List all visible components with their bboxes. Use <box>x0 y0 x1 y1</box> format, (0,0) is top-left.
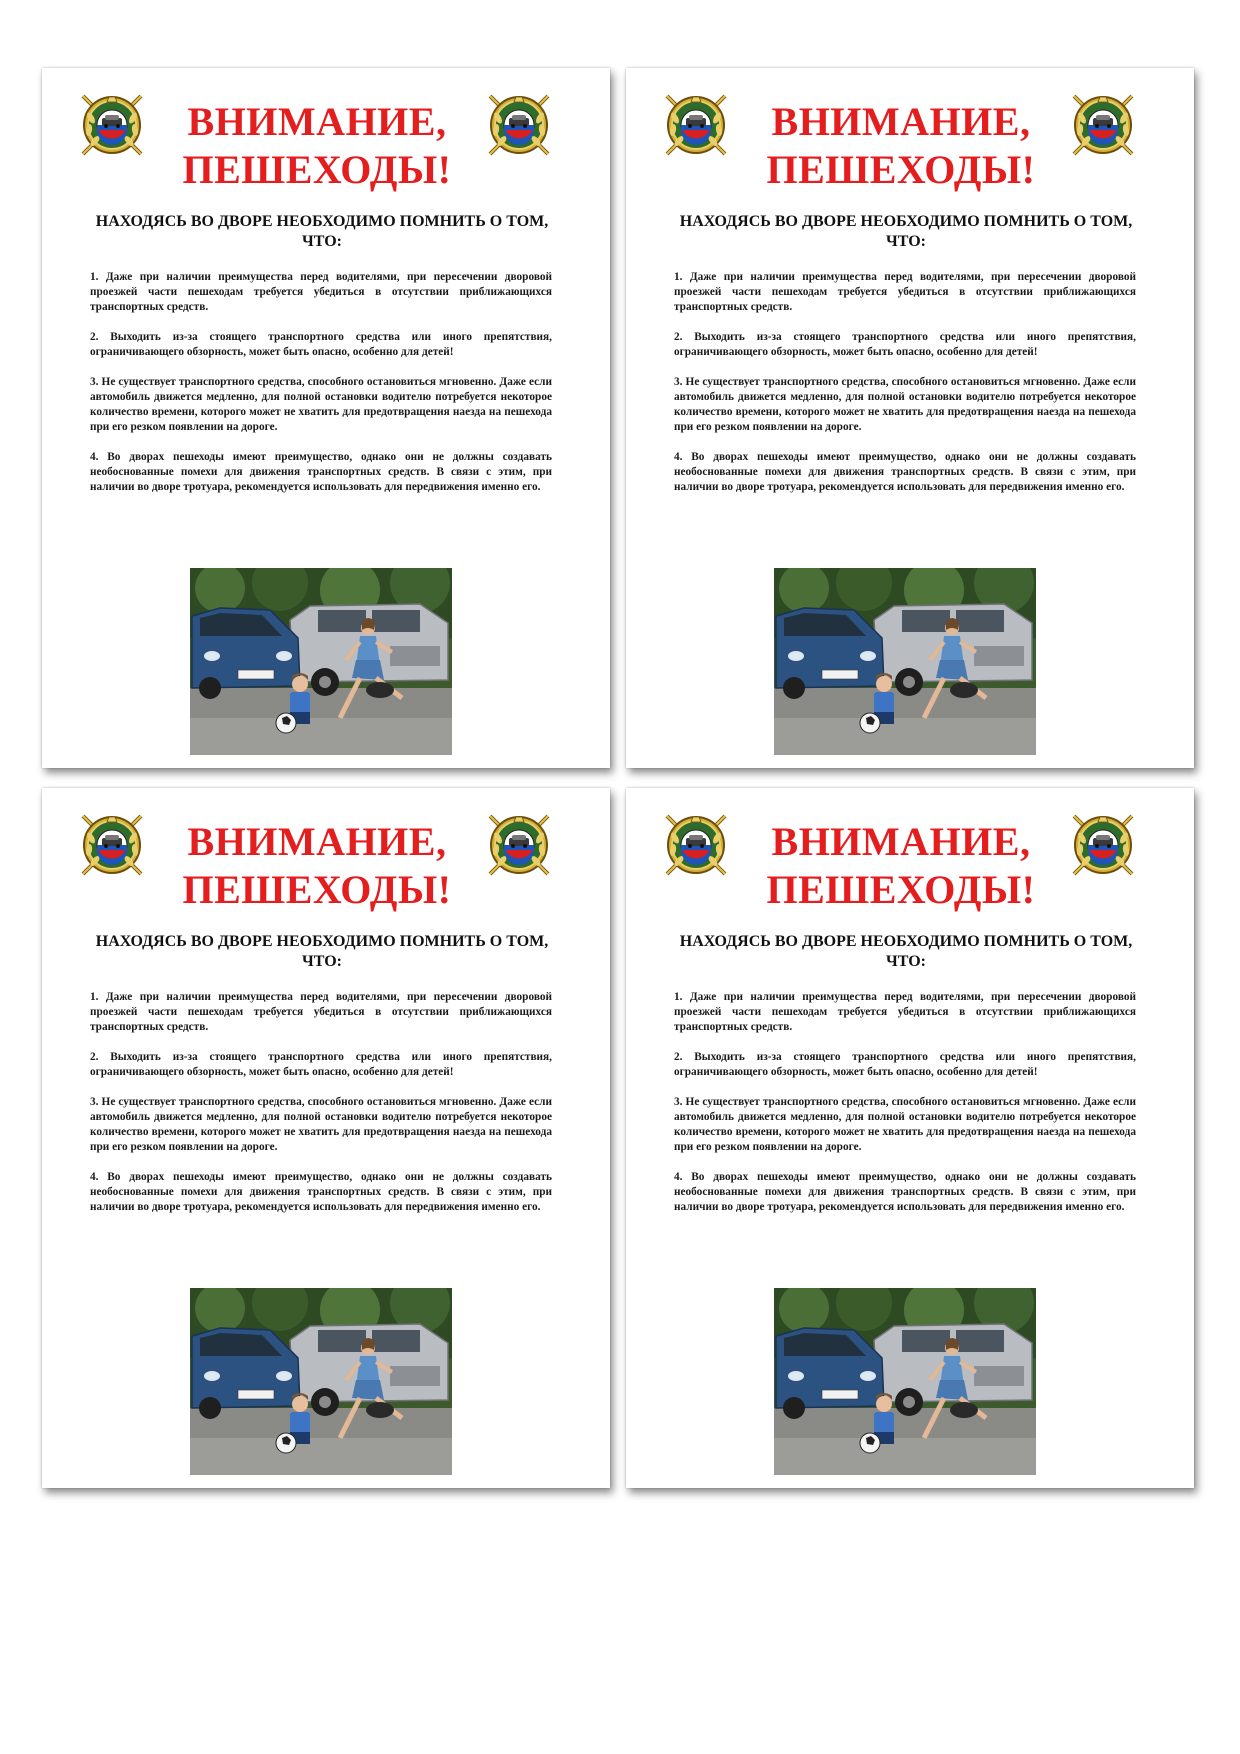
poster-subtitle: НАХОДЯСЬ ВО ДВОРЕ НЕОБХОДИМО ПОМНИТЬ О ТОМ, ЧТО: <box>95 213 549 250</box>
title-line-2: ПЕШЕХОДЫ! <box>766 147 1036 192</box>
rule-paragraph-4: 4. Во дворах пешеходы имеют преимущество, однако они не должны создавать необоснованные помехи для движения транспортных средств. В связи с этим, при наличии во дворе тротуара, рекомендуется использовать для передвижения именно его. <box>90 451 552 493</box>
rule-paragraph-2: 2. Выходить из-за стоящего транспортного средства или иного препятствия, ограничивающего обзорность, может быть опасно, особенно для детей! <box>674 331 1136 358</box>
poster-sheet-3 <box>42 788 610 1488</box>
traffic-police-emblem-icon <box>1066 88 1140 162</box>
rules-list <box>90 990 552 1230</box>
title-line-2: ПЕШЕХОДЫ! <box>766 867 1036 912</box>
rule-paragraph-1: 1. Даже при наличии преимущества перед водителями, при пересечении дворовой проезжей части пешеходам требуется убедиться в отсутствии приближающихся транспортных средств. <box>674 271 1136 313</box>
traffic-police-emblem-icon <box>1066 808 1140 882</box>
poster-title <box>736 98 1066 194</box>
traffic-police-emblem-icon <box>482 88 556 162</box>
poster-subtitle: НАХОДЯСЬ ВО ДВОРЕ НЕОБХОДИМО ПОМНИТЬ О ТОМ, ЧТО: <box>679 933 1133 970</box>
rule-paragraph-4: 4. Во дворах пешеходы имеют преимущество, однако они не должны создавать необоснованные помехи для движения транспортных средств. В связи с этим, при наличии во дворе тротуара, рекомендуется использовать для передвижения именно его. <box>674 451 1136 493</box>
rules-list <box>674 270 1136 510</box>
rule-paragraph-3: 3. Не существует транспортного средства, способного остановиться мгновенно. Даже если автомобиль движется медленно, для полной остановки водителю потребуется некоторое количество времени, которого может не хватить для предотвращения наезда на пешехода при его резком появлении на дороге. <box>90 376 552 433</box>
rules-list <box>674 990 1136 1230</box>
poster-title <box>152 98 482 194</box>
title-line-2: ПЕШЕХОДЫ! <box>182 867 452 912</box>
rule-paragraph-1: 1. Даже при наличии преимущества перед водителями, при пересечении дворовой проезжей части пешеходам требуется убедиться в отсутствии приближающихся транспортных средств. <box>90 271 552 313</box>
title-line-2: ПЕШЕХОДЫ! <box>182 147 452 192</box>
traffic-police-emblem-icon <box>659 88 733 162</box>
title-line-1: ВНИМАНИЕ, <box>187 819 447 864</box>
title-line-1: ВНИМАНИЕ, <box>771 819 1031 864</box>
poster-sheet-1 <box>42 68 610 768</box>
rule-paragraph-3: 3. Не существует транспортного средства, способного остановиться мгновенно. Даже если автомобиль движется медленно, для полной остановки водителю потребуется некоторое количество времени, которого может не хватить для предотвращения наезда на пешехода при его резком появлении на дороге. <box>674 1096 1136 1153</box>
traffic-police-emblem-icon <box>482 808 556 882</box>
rule-paragraph-1: 1. Даже при наличии преимущества перед водителями, при пересечении дворовой проезжей части пешеходам требуется убедиться в отсутствии приближающихся транспортных средств. <box>674 991 1136 1033</box>
poster-title <box>736 818 1066 914</box>
poster-title <box>152 818 482 914</box>
rule-paragraph-2: 2. Выходить из-за стоящего транспортного средства или иного препятствия, ограничивающего обзорность, может быть опасно, особенно для детей! <box>674 1051 1136 1078</box>
title-line-1: ВНИМАНИЕ, <box>187 99 447 144</box>
title-line-1: ВНИМАНИЕ, <box>771 99 1031 144</box>
poster-subtitle: НАХОДЯСЬ ВО ДВОРЕ НЕОБХОДИМО ПОМНИТЬ О ТОМ, ЧТО: <box>95 933 549 970</box>
children-playing-between-cars-photo <box>774 1288 1036 1475</box>
children-playing-between-cars-photo <box>190 568 452 755</box>
rule-paragraph-3: 3. Не существует транспортного средства, способного остановиться мгновенно. Даже если автомобиль движется медленно, для полной остановки водителю потребуется некоторое количество времени, которого может не хватить для предотвращения наезда на пешехода при его резком появлении на дороге. <box>674 376 1136 433</box>
rules-list <box>90 270 552 510</box>
poster-sheet-2 <box>626 68 1194 768</box>
rule-paragraph-1: 1. Даже при наличии преимущества перед водителями, при пересечении дворовой проезжей части пешеходам требуется убедиться в отсутствии приближающихся транспортных средств. <box>90 991 552 1033</box>
traffic-police-emblem-icon <box>75 808 149 882</box>
rule-paragraph-3: 3. Не существует транспортного средства, способного остановиться мгновенно. Даже если автомобиль движется медленно, для полной остановки водителю потребуется некоторое количество времени, которого может не хватить для предотвращения наезда на пешехода при его резком появлении на дороге. <box>90 1096 552 1153</box>
traffic-police-emblem-icon <box>659 808 733 882</box>
rule-paragraph-2: 2. Выходить из-за стоящего транспортного средства или иного препятствия, ограничивающего обзорность, может быть опасно, особенно для детей! <box>90 331 552 358</box>
rule-paragraph-2: 2. Выходить из-за стоящего транспортного средства или иного препятствия, ограничивающего обзорность, может быть опасно, особенно для детей! <box>90 1051 552 1078</box>
poster-subtitle: НАХОДЯСЬ ВО ДВОРЕ НЕОБХОДИМО ПОМНИТЬ О ТОМ, ЧТО: <box>679 213 1133 250</box>
traffic-police-emblem-icon <box>75 88 149 162</box>
children-playing-between-cars-photo <box>190 1288 452 1475</box>
poster-sheet-4 <box>626 788 1194 1488</box>
rule-paragraph-4: 4. Во дворах пешеходы имеют преимущество, однако они не должны создавать необоснованные помехи для движения транспортных средств. В связи с этим, при наличии во дворе тротуара, рекомендуется использовать для передвижения именно его. <box>90 1171 552 1213</box>
children-playing-between-cars-photo <box>774 568 1036 755</box>
rule-paragraph-4: 4. Во дворах пешеходы имеют преимущество, однако они не должны создавать необоснованные помехи для движения транспортных средств. В связи с этим, при наличии во дворе тротуара, рекомендуется использовать для передвижения именно его. <box>674 1171 1136 1213</box>
